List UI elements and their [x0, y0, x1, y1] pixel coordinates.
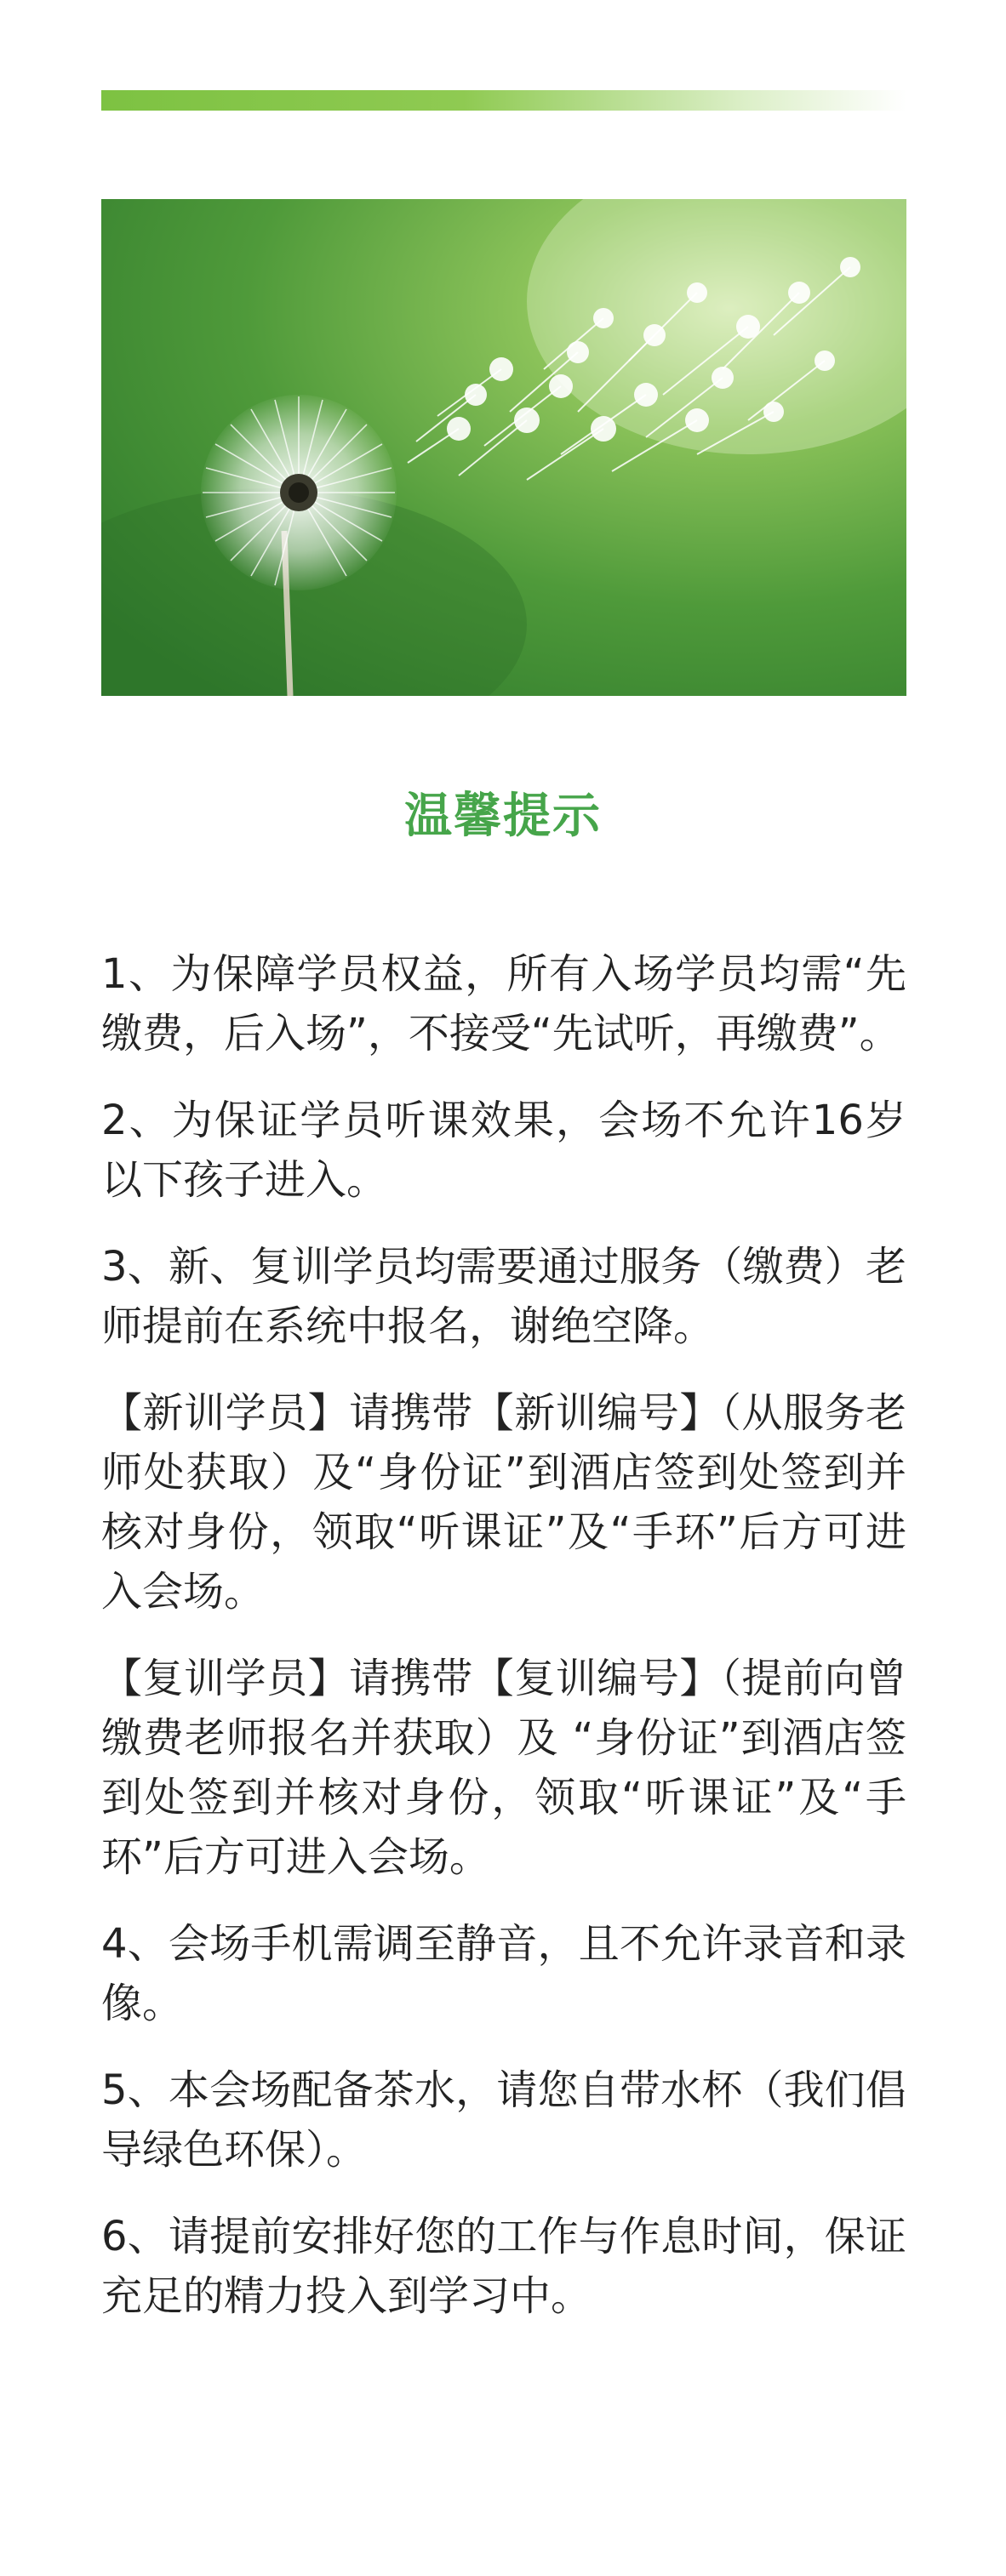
tip-item: 【新训学员】请携带【新训编号】（从服务老师处获取）及“身份证”到酒店签到处签到并核对身份，领取“听课证”及“手环”后方可进入会场。 — [101, 1389, 906, 1616]
tip-item: 2、为保证学员听课效果，会场不允许16岁以下孩子进入。 — [101, 1097, 906, 1204]
dandelion-icon — [101, 199, 906, 696]
tip-item: 【复训学员】请携带【复训编号】（提前向曾缴费老师报名并获取）及 “身份证”到酒店签到处签到并核对身份，领取“听课证”及“手环”后方可进入会场。 — [101, 1655, 906, 1881]
tip-item: 3、新、复训学员均需要通过服务（缴费）老师提前在系统中报名，谢绝空降。 — [101, 1243, 906, 1350]
tips-list — [101, 944, 906, 2353]
page-title: 温馨提示 — [404, 789, 602, 844]
tip-item: 4、会场手机需调至静音，且不允许录音和录像。 — [101, 1920, 906, 2027]
header-accent-bar — [101, 90, 906, 111]
tip-item: 1、为保障学员权益，所有入场学员均需“先缴费，后入场”，不接受“先试听，再缴费”。 — [101, 950, 906, 1057]
hero-image — [101, 199, 906, 696]
tip-item: 6、请提前安排好您的工作与作息时间，保证充足的精力投入到学习中。 — [101, 2213, 906, 2320]
tip-item: 5、本会场配备茶水，请您自带水杯（我们倡导绿色环保）。 — [101, 2066, 906, 2174]
